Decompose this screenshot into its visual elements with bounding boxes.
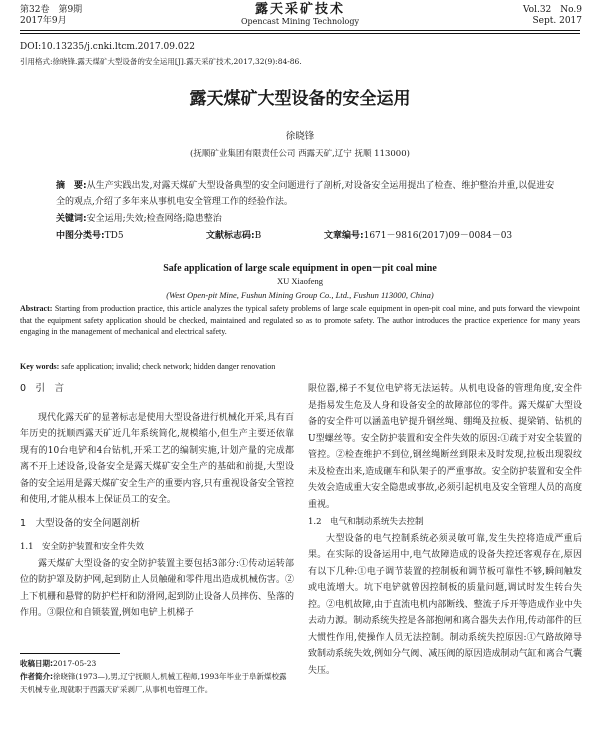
doc-code-label: 文献标志码: <box>206 231 255 241</box>
issue-date: 2017年9月 <box>20 16 67 26</box>
keywords-text: 安全运用;失效;检查网络;隐患整治 <box>86 214 222 224</box>
clc-code: TD5 <box>104 231 124 241</box>
english-affiliation: (West Open-pit Mine, Fushun Mining Group Co., Ltd., Fushun 113000, China) <box>166 290 434 300</box>
abstract-label: 摘 要: <box>56 181 87 191</box>
received-date: 2017-05-23 <box>53 659 97 668</box>
english-keywords <box>20 362 275 371</box>
doi: DOI:10.13235/j.cnki.ltcm.2017.09.022 <box>20 42 196 52</box>
doc-code: B <box>254 231 262 241</box>
english-author: XU Xiaofeng <box>276 276 324 286</box>
journal-name: 露天采矿技术 <box>254 2 345 17</box>
article-no-label: 文章编号: <box>324 231 364 241</box>
classification-line <box>56 228 576 241</box>
footnote <box>20 657 294 696</box>
abstract-text: 从生产实践出发,对露天煤矿大型设备典型的安全问题进行了剖析,对设备安全运用提出了检查、维护整治并重,以促进安全的观点,介绍了多年来从事机电安全管理工作的经验作法。 <box>56 181 555 207</box>
paragraph-1-1: 露天煤矿大型设备的安全防护装置主要包括3部分:①传动运转部位的防护罩及防护网,起到防止人员触碰和零件甩出造成机械伤害。②上下机栅和悬臂的防护栏杆和防滑网,起到防止设备人员摔伤、坠落的作用。③限位和自锁装置,例如电铲上机梯子 <box>20 558 294 618</box>
volume-issue: 第32卷 第9期 <box>20 5 83 15</box>
english-abstract-label: Abstract: <box>20 304 53 313</box>
section-heading-1: 1 大型设备的安全问题剖析 <box>20 517 141 529</box>
header-rule-thin <box>20 33 580 34</box>
author-bio: 徐晓锋(1973—),男,辽宁抚顺人,机械工程师,1993年毕业于阜新煤校露天机械专业,现就职于西露天矿采剥厂,从事机电管理工作。 <box>20 672 287 694</box>
keywords-cn <box>56 211 222 224</box>
english-abstract-text: Starting from production practice, this article analyzes the typical safety problems of large scale equipment in open-pit coal mine, and puts forward the viewpoint that the equipment safety application should be checked, maintained and regulated so as to promote safety. The author introduces the practice experience for many years engaging in the management of mechanical and electrical safety. <box>20 304 580 336</box>
subsection-heading-1-2: 1.2 电气和制动系统失去控制 <box>308 517 424 527</box>
body-left-column <box>20 381 294 622</box>
journal-name-en: Opencast Mining Technology <box>240 17 360 26</box>
author-name: 徐晓锋 <box>285 131 315 142</box>
abstract-cn <box>56 178 556 210</box>
citation-format: 引用格式:徐晓锋.露天煤矿大型设备的安全运用[J].露天采矿技术,2017,32(9):84-86. <box>20 57 302 66</box>
paper-title: 露天煤矿大型设备的安全运用 <box>189 89 411 109</box>
section-heading-intro: 0 引 言 <box>20 383 65 394</box>
author-affiliation: (抚顺矿业集团有限责任公司 西露天矿,辽宁 抚顺 113000) <box>190 149 410 159</box>
footnote-rule <box>20 653 120 654</box>
running-header-center <box>0 3 600 27</box>
paragraph-1-2: 大型设备的电气控制系统必须灵敏可靠,发生失控将造成严重后果。在实际的设备运用中,电气故障造成的设备失控还客观存在,原因有以下几种:①电子调节装置的控制板和调节板可靠性不够,瞬间触发或电流增大。坑下电铲就曾因控制板的质量问题,调试时发生转台失控。②电机故障,由于直流电机内部断线、整流子斥开等造成作业中失去动力源。制动系统失控是各部抱闸和离合器失去作用,传动部件的巨大惯性作用,使操作人员无法控制。制动系统失控原因:①气路故障导致制动系统失效,例如分气阀、减压阀的原因造成制动气缸和离合气囊失压。 <box>308 533 582 676</box>
keywords-label: 关键词: <box>56 214 87 224</box>
running-header-right <box>523 5 582 27</box>
english-abstract <box>20 303 580 338</box>
header-rule <box>20 30 580 31</box>
author-bio-label: 作者简介: <box>20 672 53 681</box>
body-right-column <box>308 381 582 679</box>
issue-date-en: Sept. 2017 <box>532 16 582 26</box>
received-label: 收稿日期: <box>20 659 53 668</box>
paragraph-1-1-cont: 限位器,梯子不复位电铲将无法运转。从机电设备的管理角度,安全件是指易发生危及人身和设备安全的故障部位的零件。露天煤矿大型设备的安全件可以涵盖电铲提升钢丝绳、绷绳及拉板、提梁销、钻机的U型螺丝等。安全防护装置和安全件失效的原因:①疏于对安全装置的管控。②检查维护不到位,钢丝绳断丝到限未及时发现,拉板出现裂纹未及检查出来,造成砸车和队架子的严重事故。安全防护装置和安全件失效会造成重大安全隐患或事故,必须引起机电及安全管理人员的高度重视。 <box>308 384 582 510</box>
english-keywords-text: safe application; invalid; check network; hidden danger renovation <box>61 362 276 371</box>
article-no: 1671－9816(2017)09－0084－03 <box>363 231 513 241</box>
english-keywords-label: Key words: <box>20 362 60 371</box>
volume-issue-en: Vol.32 No.9 <box>522 5 582 15</box>
english-title: Safe application of large scale equipment in open－pit coal mine <box>163 263 437 274</box>
paragraph-intro: 现代化露天矿的显著标志是使用大型设备进行机械化开采,具有百年历史的抚顺西露天矿近几年系统简化,规模缩小,但生产主要还依靠现有的10台电铲和4台钻机,开采工艺的编制实施,计划产量的完成都离不开上述设备,设备安全是露天煤矿安全生产的基础和前提,大型设备的安全运用是露天煤矿安全生产的重要内容,只有重视设备安全管控和使用,才能从根本上保证员工的安全。 <box>20 412 294 505</box>
clc-label: 中图分类号: <box>56 231 105 241</box>
subsection-heading-1-1: 1.1 安全防护装置和安全件失效 <box>20 542 145 552</box>
